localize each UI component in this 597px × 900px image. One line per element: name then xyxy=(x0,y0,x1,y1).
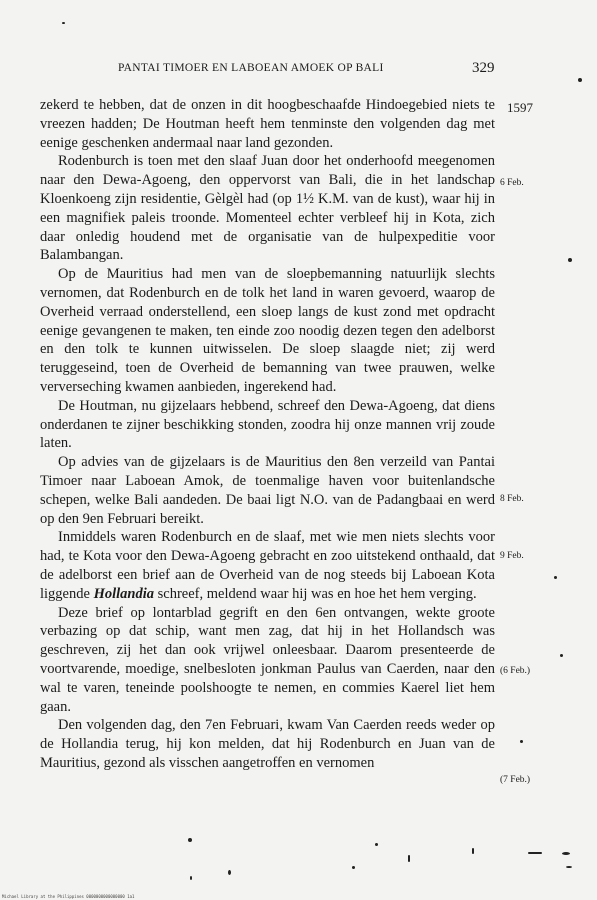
scan-speck xyxy=(228,870,231,875)
margin-date-8-feb: 8 Feb. xyxy=(500,494,524,504)
page-number: 329 xyxy=(472,60,495,76)
paragraph-text: schreef, meldend waar hij was en hoe het hem verging. xyxy=(157,585,477,602)
ship-name: Hollandia xyxy=(93,585,154,602)
scan-speck xyxy=(352,866,355,869)
margin-date-6-feb: 6 Feb. xyxy=(500,178,524,188)
scan-speck xyxy=(568,258,572,262)
scan-speck xyxy=(190,876,192,880)
paragraph: Rodenburch is toen met den slaaf Juan door het onderhoofd meegenomen naar den Dewa-Agoeng, den oppervorst van Bali, die in het landschap Kloenkoeng zijn residentie, Gèlgèl had (op 1½ K.M. van de kust), waar hij in een magnifiek paleis troonde. Momenteel echter verbleef hij in Kota, zich daar onledig houdend met de organisatie van de hulpexpeditie voor Balambangan. xyxy=(40,153,495,264)
scan-speck xyxy=(560,654,563,657)
running-title: PANTAI TIMOER EN LABOEAN AMOEK OP BALI xyxy=(118,62,384,74)
paragraph: Op advies van de gijzelaars is de Mauritius den 8en verzeild van Pantai Timoer naar Laboean Amok, de toenmalige haven voor buitenlandsche schepen, welke Bali aandeden. De baai ligt N.O. van de Padangbaai en werd op den 9en Februari bereikt. xyxy=(40,454,495,527)
paragraph: Deze brief op lontarblad gegrift en den 6en ontvangen, wekte groote verbazing op dat schip, want men zag, dat hij in het Hollandsch was geschreven, zij het dan ook vrijwel onleesbaar. Daarom presenteerde de voortvarende, moedige, snelbesloten jonkman Paulus van Caerden, naar den wal te varen, teneinde poolshoogte te nemen, en commies Kaerel liet hem gaan. xyxy=(40,604,495,715)
paragraph: Den volgenden dag, den 7en Februari, kwam Van Caerden reeds weder op de Hollandia terug, hij kon melden, dat hij Rodenburch en Juan van de Mauritius, gezond als visschen aangetroffen en vernomen xyxy=(40,717,495,771)
paragraph: zekerd te hebben, dat de onzen in dit hoogbeschaafde Hindoegebied niets te vreezen hadden; De Houtman heeft hem tenminste den volgenden dag met eenige geschenken andermaal naar land gezonden. xyxy=(40,97,495,151)
scan-speck xyxy=(554,576,557,579)
scan-speck xyxy=(520,740,523,743)
scan-speck xyxy=(472,848,474,854)
scan-speck xyxy=(578,78,582,82)
scan-speck xyxy=(566,866,572,868)
scan-speck xyxy=(562,852,570,855)
body-text xyxy=(40,96,495,773)
margin-date-7-feb-bracketed: (7 Feb.) xyxy=(500,775,531,785)
scan-footer: Michael Library at the Philippines 0000000000000000 1a1 xyxy=(2,894,135,899)
paragraph xyxy=(40,528,495,603)
margin-date-6-feb-bracketed: (6 Feb.) xyxy=(500,666,531,676)
scan-speck xyxy=(188,838,192,842)
scan-speck xyxy=(528,852,542,854)
margin-date-9-feb: 9 Feb. xyxy=(500,551,524,561)
scan-speck xyxy=(408,855,410,862)
scan-speck xyxy=(62,22,65,24)
margin-year: 1597 xyxy=(507,100,533,115)
paragraph: Op de Mauritius had men van de sloepbemanning natuurlijk slechts vernomen, dat Rodenburch en de tolk het land in waren gevoerd, waarop de Overheid verraad onderstellend, een sloep langs de kust zond met opdracht eenige gevangenen te maken, ten einde zoo noodig dezen tegen den adelborst en den tolk te kunnen uitwisselen. De sloep slaagde niet; zij werd teruggeseind, toen de Overheid de bemanning van twee prauwen, welke ververseching kwamen aanbieden, ingerekend had. xyxy=(40,266,495,395)
scan-speck xyxy=(375,843,378,846)
paragraph-text: Inmiddels waren Rodenburch en de slaaf, met wie men niets slechts voor had, te Kota voor den Dewa-Agoeng gebracht en zoo uitstekend onthaald, dat de adelborst een brief aan de Overheid van de nog steeds bij Laboean Kota liggende xyxy=(40,529,495,602)
paragraph: De Houtman, nu gijzelaars hebbend, schreef den Dewa-Agoeng, dat diens onderdanen te zijner beschikking stonden, zoodra hij onze mannen vrij zoude laten. xyxy=(40,397,495,452)
